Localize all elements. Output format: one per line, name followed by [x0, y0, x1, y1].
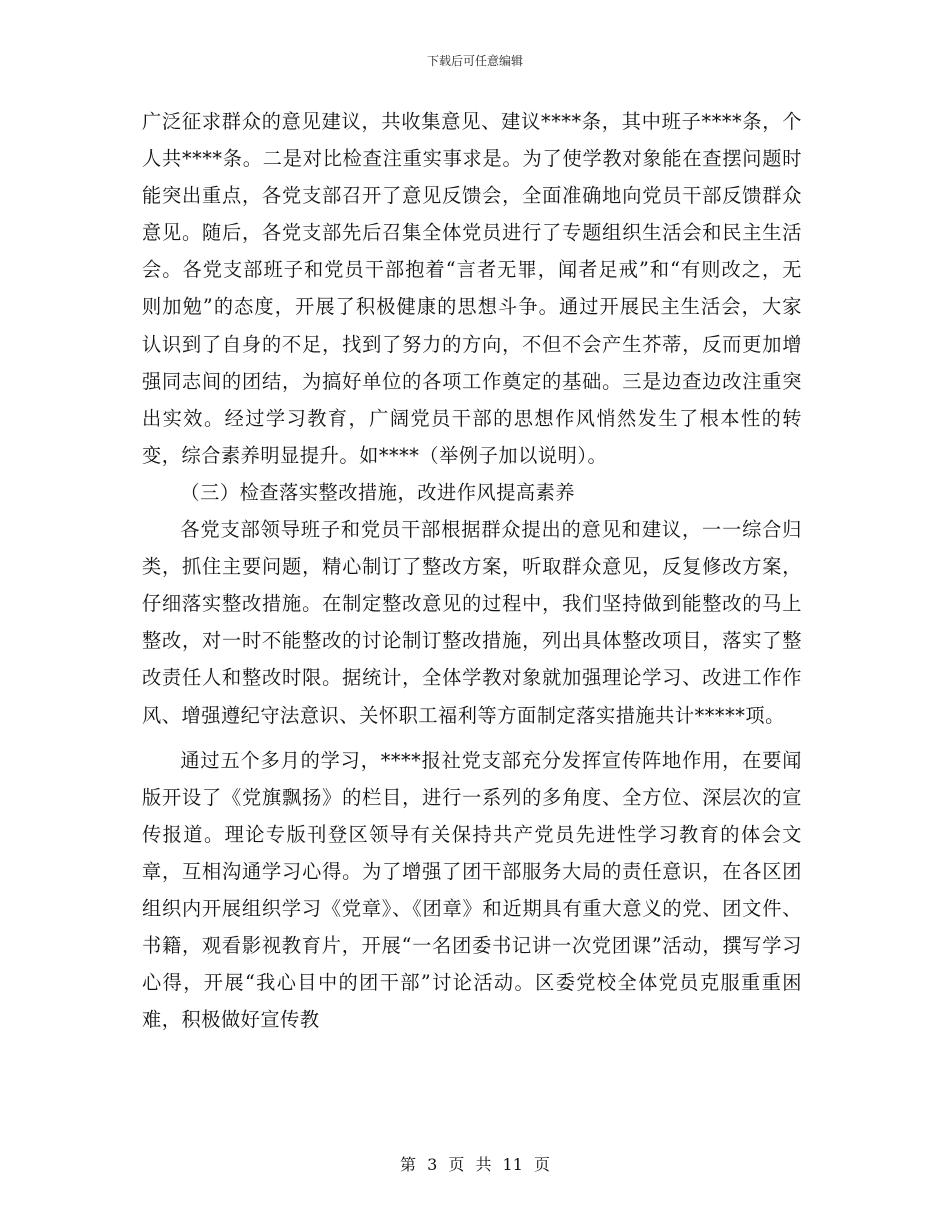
section-heading: （三）检查落实整改措施，改进作风提高素养 [180, 480, 576, 504]
paragraph-publicity: 通过五个多月的学习，****报社党支部充分发挥宣传阵地作用，在要闻版开设了《党旗飘扬》的栏目，进行一系列的多角度、全方位、深层次的宣传报道。理论专版刊登区领导有关保持共产党员先进性学习教育的体会文章，互相沟通学习心得。为了增强了团干部服务大局的责任意识，在各区团组织内开展组织学习《党章》、《团章》和近期具有重大意义的党、团文件、书籍，观看影视教育片，开展“一名团委书记讲一次党团课”活动，撰写学习心得，开展“我心目中的团干部”讨论活动。区委党校全体党员克服重重困难，积极做好宣传教 [142, 748, 802, 1032]
paragraph-rectification: 各党支部领导班子和党员干部根据群众提出的意见和建议，一一综合归类，抓住主要问题，精心制订了整改方案，听取群众意见，反复修改方案，仔细落实整改措施。在制定整改意见的过程中，我们坚持做到能整改的马上整改，对一时不能整改的讨论制订整改措施，列出具体整改项目，落实了整改责任人和整改时限。据统计，全体学教对象就加强理论学习、改进工作作风、增强遵纪守法意识、关怀职工福利等方面制定落实措施共计*****项。 [142, 518, 802, 727]
paragraph-continued: 广泛征求群众的意见建议，共收集意见、建议****条，其中班子****条，个人共****条。二是对比检查注重实事求是。为了使学教对象能在查摆问题时能突出重点，各党支部召开了意见反馈会，全面准确地向党员干部反馈群众意见。随后，各党支部先后召集全体党员进行了专题组织生活会和民主生活会。各党支部班子和党员干部抱着“言者无罪，闻者足戒”和“有则改之，无则加勉”的态度，开展了积极健康的思想斗争。通过开展民主生活会，大家认识到了自身的不足，找到了努力的方向，不但不会产生芥蒂，反而更加增强同志间的团结，为搞好单位的各项工作奠定的基础。三是边查边改注重突出实效。经过学习教育，广阔党员干部的思想作风悄然发生了根本性的转变，综合素养明显提升。如****（举例子加以说明）。 [142, 110, 802, 467]
page-number-footer: 第 3 页 共 11 页 [400, 1155, 550, 1174]
document-body [142, 103, 802, 1038]
page-header: 下载后可任意编辑 [426, 54, 523, 68]
